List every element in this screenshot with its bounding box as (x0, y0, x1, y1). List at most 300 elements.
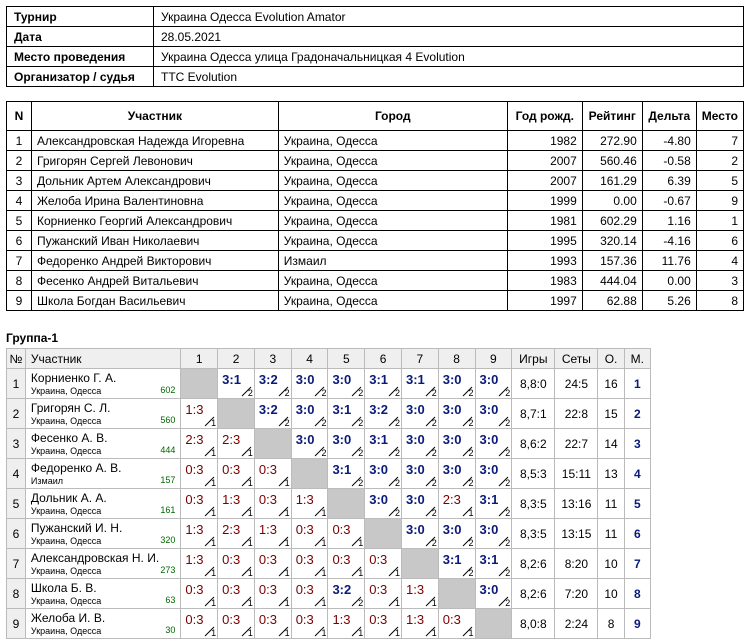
match-score: 1:3 (258, 522, 277, 537)
match-points: 1 (358, 538, 364, 548)
participant-place: 6 (696, 231, 743, 251)
match-points: 1 (211, 538, 217, 548)
participant-row (7, 291, 744, 311)
group-participant-rating: 560 (160, 415, 176, 425)
match-score: 3:1 (479, 492, 499, 507)
match-result-cell (328, 429, 365, 459)
match-points: 1 (468, 508, 474, 518)
match-result-cell (438, 399, 475, 429)
match-result-cell (181, 609, 218, 639)
match-score: 0:3 (185, 462, 204, 477)
participant-city: Украина, Одесса (278, 211, 507, 231)
participant-rating: 157.36 (582, 251, 642, 271)
match-score: 3:1 (369, 372, 389, 387)
group-participant-city: Украина, Одесса (30, 566, 102, 576)
match-points: 2 (394, 478, 400, 488)
match-points: 1 (431, 628, 437, 638)
match-result-cell (218, 489, 255, 519)
match-points: 1 (321, 628, 327, 638)
group-sets: 13:15 (555, 519, 598, 549)
participant-birth-year: 2007 (507, 151, 582, 171)
match-score: 3:1 (332, 462, 352, 477)
group-games: 8,2:6 (512, 549, 555, 579)
match-points: 1 (211, 448, 217, 458)
match-points: 2 (321, 448, 327, 458)
match-score: 0:3 (295, 552, 314, 567)
participant-delta: 11.76 (642, 251, 696, 271)
participant-place: 7 (696, 131, 743, 151)
match-points: 2 (394, 448, 400, 458)
match-score: 0:3 (295, 582, 314, 597)
participant-row (7, 171, 744, 191)
info-value: 28.05.2021 (154, 27, 744, 47)
match-result-cell (475, 459, 512, 489)
group-games: 8,2:6 (512, 579, 555, 609)
group-points: 14 (598, 429, 624, 459)
match-result-cell (328, 369, 365, 399)
match-points: 1 (211, 418, 217, 428)
group-games: 8,5:3 (512, 459, 555, 489)
participant-row (7, 251, 744, 271)
group-row-number: 9 (7, 609, 26, 639)
match-points: 1 (284, 538, 290, 548)
match-score: 2:3 (185, 432, 204, 447)
match-points: 2 (468, 538, 474, 548)
participants-table (6, 101, 744, 311)
match-result-cell (438, 489, 475, 519)
match-points: 2 (505, 598, 511, 608)
match-score: 1:3 (185, 402, 204, 417)
participant-name: Федоренко Андрей Викторович (32, 251, 279, 271)
match-result-cell (181, 519, 218, 549)
match-points: 1 (394, 628, 400, 638)
group-points: 11 (598, 519, 624, 549)
match-points: 1 (247, 448, 253, 458)
match-result-cell (475, 399, 512, 429)
match-result-cell (328, 609, 365, 639)
group-points: 13 (598, 459, 624, 489)
match-score: 1:3 (222, 492, 241, 507)
match-score: 3:1 (442, 552, 462, 567)
group-participant-name: Федоренко А. В. (30, 461, 122, 475)
match-points: 1 (321, 598, 327, 608)
participant-place: 3 (696, 271, 743, 291)
match-score: 3:0 (442, 522, 462, 537)
group-participant-rating: 602 (160, 385, 176, 395)
match-result-cell (291, 549, 328, 579)
match-points: 2 (431, 418, 437, 428)
group-place: 5 (624, 489, 650, 519)
participant-place: 5 (696, 171, 743, 191)
group-header-col-2: 2 (218, 349, 255, 369)
match-score: 0:3 (258, 492, 277, 507)
match-result-cell (328, 549, 365, 579)
match-score: 3:0 (405, 432, 425, 447)
group-row-number: 5 (7, 489, 26, 519)
match-points: 1 (321, 568, 327, 578)
participant-number: 5 (7, 211, 32, 231)
match-result-cell (365, 399, 402, 429)
group-header-col-4: 4 (291, 349, 328, 369)
group-participant-rating: 161 (160, 505, 176, 515)
participant-rating: 62.88 (582, 291, 642, 311)
match-points: 2 (505, 508, 511, 518)
group-header-sets: Сеты (555, 349, 598, 369)
group-participant-cell (25, 459, 180, 489)
participant-rating: 444.04 (582, 271, 642, 291)
group-header-col-1: 1 (181, 349, 218, 369)
match-score: 3:1 (332, 402, 352, 417)
group-participant-city: Украина, Одесса (30, 626, 102, 636)
match-points: 2 (431, 538, 437, 548)
match-result-cell (181, 459, 218, 489)
group-participant-cell (25, 579, 180, 609)
group-header-col-5: 5 (328, 349, 365, 369)
group-header-col-7: 7 (401, 349, 438, 369)
match-result-cell (254, 369, 291, 399)
group-title: Группа-1 (6, 331, 59, 345)
match-result-cell (475, 579, 512, 609)
participant-delta: 5.26 (642, 291, 696, 311)
participant-delta: -0.67 (642, 191, 696, 211)
group-participant-city: Измаил (30, 476, 63, 486)
match-result-cell (218, 579, 255, 609)
group-place: 4 (624, 459, 650, 489)
group-points: 10 (598, 579, 624, 609)
group-place: 2 (624, 399, 650, 429)
participant-city: Измаил (278, 251, 507, 271)
match-result-cell (181, 429, 218, 459)
match-score: 3:0 (332, 372, 352, 387)
group-participant-name: Александровская Н. И. (30, 551, 160, 565)
match-result-cell (218, 429, 255, 459)
match-score: 3:2 (258, 402, 278, 417)
group-participant-cell (25, 609, 180, 639)
match-result-cell (254, 519, 291, 549)
match-points: 1 (394, 568, 400, 578)
group-games: 8,7:1 (512, 399, 555, 429)
match-points: 2 (431, 448, 437, 458)
match-score: 3:0 (442, 432, 462, 447)
group-participant-name: Пужанский И. Н. (30, 521, 123, 535)
group-row-number: 2 (7, 399, 26, 429)
participant-number: 9 (7, 291, 32, 311)
match-points: 2 (358, 448, 364, 458)
group-row (7, 579, 651, 609)
match-points: 2 (247, 388, 253, 398)
group-games: 8,3:5 (512, 519, 555, 549)
match-score: 0:3 (222, 552, 241, 567)
participant-birth-year: 1983 (507, 271, 582, 291)
match-result-cell (218, 369, 255, 399)
match-result-cell (365, 429, 402, 459)
group-participant-cell (25, 519, 180, 549)
group-games: 8,8:0 (512, 369, 555, 399)
match-points: 1 (431, 598, 437, 608)
match-score: 0:3 (222, 582, 241, 597)
match-result-cell (254, 459, 291, 489)
match-score: 2:3 (222, 522, 241, 537)
group-participant-rating: 63 (165, 595, 176, 605)
match-result-cell (401, 609, 438, 639)
info-value: TTC Evolution (154, 67, 744, 87)
match-result-cell (438, 609, 475, 639)
group-participant-city: Украина, Одесса (30, 416, 102, 426)
match-score: 0:3 (258, 462, 277, 477)
match-score: 3:0 (369, 492, 389, 507)
match-score: 1:3 (185, 522, 204, 537)
participants-header-row (7, 102, 744, 131)
match-points: 2 (468, 418, 474, 428)
match-points: 2 (394, 388, 400, 398)
header-place: Место (696, 102, 743, 131)
match-result-cell (475, 429, 512, 459)
group-place: 1 (624, 369, 650, 399)
group-header-col-3: 3 (254, 349, 291, 369)
group-header-points: О. (598, 349, 624, 369)
group-participant-cell (25, 369, 180, 399)
match-result-cell (401, 489, 438, 519)
participant-name: Фесенко Андрей Витальевич (32, 271, 279, 291)
match-points: 1 (321, 508, 327, 518)
match-score: 3:0 (405, 402, 425, 417)
group-points: 16 (598, 369, 624, 399)
match-score: 3:0 (405, 462, 425, 477)
match-score: 0:3 (258, 612, 277, 627)
match-result-cell (254, 399, 291, 429)
match-score: 3:0 (295, 402, 315, 417)
group-participant-city: Украина, Одесса (30, 386, 102, 396)
match-points: 2 (505, 388, 511, 398)
group-row-number: 4 (7, 459, 26, 489)
match-result-cell (291, 429, 328, 459)
participant-place: 1 (696, 211, 743, 231)
match-score: 3:1 (222, 372, 241, 387)
group-header-row (7, 349, 651, 369)
match-points: 2 (468, 448, 474, 458)
group-participant-name: Дольник А. А. (30, 491, 107, 505)
match-score: 3:0 (479, 582, 499, 597)
match-result-cell (291, 519, 328, 549)
diagonal-cell (254, 429, 291, 459)
group-row (7, 369, 651, 399)
participant-city: Украина, Одесса (278, 271, 507, 291)
match-score: 2:3 (222, 432, 241, 447)
participant-name: Пужанский Иван Николаевич (32, 231, 279, 251)
participant-name: Желоба Ирина Валентиновна (32, 191, 279, 211)
group-participant-city: Украина, Одесса (30, 596, 102, 606)
group-participant-cell (25, 549, 180, 579)
match-result-cell (254, 489, 291, 519)
participant-rating: 602.29 (582, 211, 642, 231)
group-header-participant: Участник (25, 349, 180, 369)
match-score: 3:0 (479, 432, 499, 447)
match-result-cell (181, 549, 218, 579)
match-points: 1 (211, 508, 217, 518)
diagonal-cell (401, 549, 438, 579)
participant-name: Дольник Артем Александрович (32, 171, 279, 191)
match-score: 3:0 (332, 432, 352, 447)
match-result-cell (365, 549, 402, 579)
diagonal-cell (291, 459, 328, 489)
group-row (7, 519, 651, 549)
participant-name: Александровская Надежда Игоревна (32, 131, 279, 151)
group-participant-city: Украина, Одесса (30, 446, 102, 456)
match-points: 2 (468, 568, 474, 578)
participant-row (7, 231, 744, 251)
header-rating: Рейтинг (582, 102, 642, 131)
match-score: 0:3 (332, 552, 351, 567)
group-participant-name: Школа Б. В. (30, 581, 97, 595)
match-result-cell (438, 429, 475, 459)
participant-number: 2 (7, 151, 32, 171)
header-birth-year: Год рожд. (507, 102, 582, 131)
match-result-cell (181, 489, 218, 519)
match-score: 1:3 (405, 612, 425, 627)
participant-birth-year: 1993 (507, 251, 582, 271)
diagonal-cell (475, 609, 512, 639)
match-points: 2 (431, 508, 437, 518)
group-sets: 8:20 (555, 549, 598, 579)
match-points: 2 (505, 418, 511, 428)
participant-number: 1 (7, 131, 32, 151)
match-result-cell (438, 519, 475, 549)
info-row (7, 67, 744, 87)
match-score: 3:0 (479, 372, 499, 387)
group-participant-cell (25, 399, 180, 429)
group-participant-name: Григорян С. Л. (30, 401, 111, 415)
group-points: 11 (598, 489, 624, 519)
header-n: N (7, 102, 32, 131)
match-result-cell (365, 369, 402, 399)
group-row-number: 8 (7, 579, 26, 609)
match-score: 0:3 (258, 552, 277, 567)
match-result-cell (401, 579, 438, 609)
participant-row (7, 271, 744, 291)
match-score: 3:0 (405, 492, 425, 507)
match-score: 0:3 (258, 582, 277, 597)
match-score: 3:1 (405, 372, 425, 387)
participant-rating: 320.14 (582, 231, 642, 251)
match-points: 2 (358, 478, 364, 488)
info-value: Украина Одесса Evolution Amator (154, 7, 744, 27)
match-score: 1:3 (185, 552, 204, 567)
match-points: 1 (468, 628, 474, 638)
group-sets: 13:16 (555, 489, 598, 519)
match-points: 1 (247, 628, 253, 638)
group-row-number: 3 (7, 429, 26, 459)
match-score: 0:3 (185, 492, 204, 507)
participant-rating: 161.29 (582, 171, 642, 191)
match-score: 0:3 (222, 462, 241, 477)
group-row (7, 549, 651, 579)
participant-name: Школа Богдан Васильевич (32, 291, 279, 311)
info-key: Организатор / судья (7, 67, 154, 87)
match-points: 2 (321, 418, 327, 428)
match-points: 2 (394, 418, 400, 428)
participant-number: 3 (7, 171, 32, 191)
participant-city: Украина, Одесса (278, 291, 507, 311)
group-row-number: 1 (7, 369, 26, 399)
match-score: 3:0 (479, 402, 499, 417)
match-score: 3:0 (295, 432, 315, 447)
match-result-cell (401, 459, 438, 489)
header-city: Город (278, 102, 507, 131)
match-result-cell (218, 549, 255, 579)
participant-place: 9 (696, 191, 743, 211)
match-result-cell (475, 369, 512, 399)
group-participant-rating: 157 (160, 475, 176, 485)
group-sets: 7:20 (555, 579, 598, 609)
match-score: 0:3 (442, 612, 461, 627)
group-row-number: 6 (7, 519, 26, 549)
match-score: 3:0 (479, 522, 499, 537)
participant-place: 4 (696, 251, 743, 271)
group-participant-rating: 444 (160, 445, 176, 455)
match-result-cell (291, 579, 328, 609)
participant-delta: 6.39 (642, 171, 696, 191)
match-result-cell (181, 399, 218, 429)
info-key: Турнир (7, 7, 154, 27)
info-key: Дата (7, 27, 154, 47)
match-score: 1:3 (405, 582, 425, 597)
match-points: 1 (211, 598, 217, 608)
match-score: 3:0 (479, 462, 499, 477)
match-points: 2 (505, 538, 511, 548)
participant-row (7, 151, 744, 171)
participant-delta: -4.80 (642, 131, 696, 151)
group-sets: 2:24 (555, 609, 598, 639)
match-points: 2 (468, 478, 474, 488)
match-result-cell (254, 579, 291, 609)
group-sets: 22:8 (555, 399, 598, 429)
participant-rating: 0.00 (582, 191, 642, 211)
match-score: 0:3 (369, 582, 388, 597)
match-points: 2 (394, 508, 400, 518)
participant-place: 2 (696, 151, 743, 171)
match-points: 1 (284, 508, 290, 518)
match-points: 1 (211, 478, 217, 488)
group-place: 6 (624, 519, 650, 549)
match-score: 3:2 (369, 402, 389, 417)
match-points: 2 (358, 598, 364, 608)
participant-number: 7 (7, 251, 32, 271)
participant-delta: 0.00 (642, 271, 696, 291)
match-result-cell (401, 429, 438, 459)
match-score: 0:3 (369, 612, 388, 627)
match-result-cell (291, 489, 328, 519)
match-score: 3:1 (369, 432, 389, 447)
participant-row (7, 131, 744, 151)
match-result-cell (328, 519, 365, 549)
participant-delta: -0.58 (642, 151, 696, 171)
match-score: 1:3 (295, 492, 314, 507)
match-result-cell (438, 549, 475, 579)
match-points: 2 (505, 448, 511, 458)
group-row-number: 7 (7, 549, 26, 579)
match-points: 1 (358, 628, 364, 638)
match-result-cell (401, 519, 438, 549)
participant-birth-year: 1982 (507, 131, 582, 151)
match-points: 2 (505, 568, 511, 578)
match-points: 2 (358, 388, 364, 398)
match-score: 3:0 (442, 402, 462, 417)
info-row (7, 7, 744, 27)
group-row (7, 459, 651, 489)
match-points: 2 (505, 478, 511, 488)
group-participant-cell (25, 489, 180, 519)
group-header-col-8: 8 (438, 349, 475, 369)
